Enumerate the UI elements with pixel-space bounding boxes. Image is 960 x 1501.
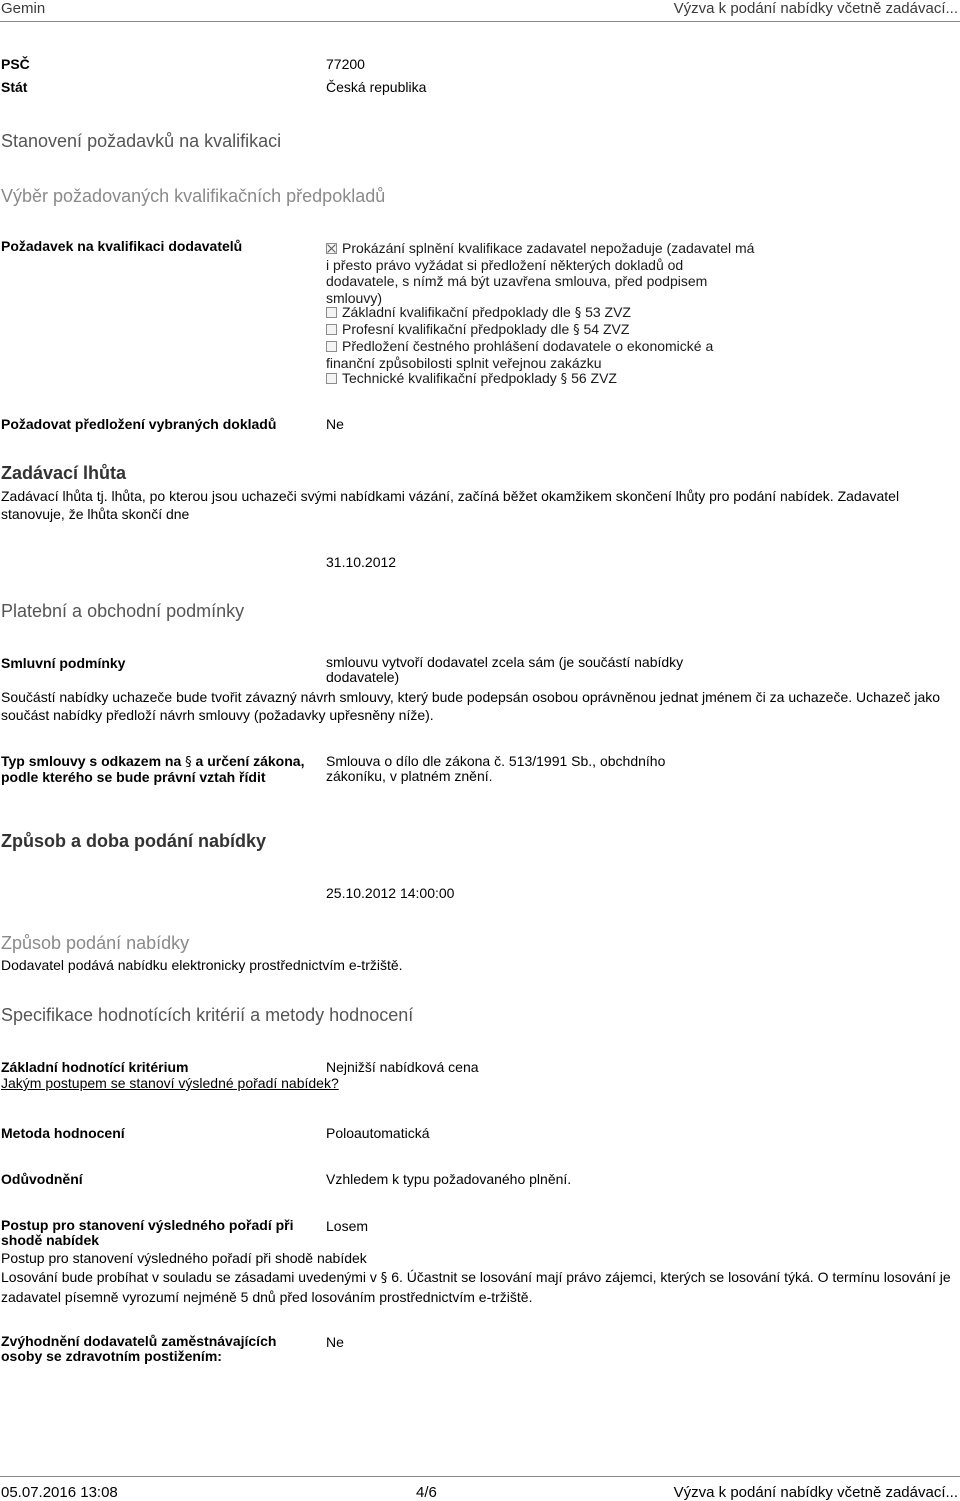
documents-label: Požadovat předložení vybraných dokladů [1,416,277,432]
header-title: Výzva k podání nabídky včetně zadávací... [673,0,958,17]
requirement-label: Požadavek na kvalifikaci dodavatelů [1,238,243,254]
section-sign: § [574,306,582,321]
tie-label: Postup pro stanovení výsledného pořadí při shodě nabídek [1,1217,294,1248]
qualification-option: Profesní kvalifikační předpoklady dle § 54 ZVZ [326,321,756,340]
footer-divider [0,1476,960,1477]
contract-type-value: Smlouva o dílo dle zákona č. 513/1991 Sb., obchdního zákoníku, v platném znění. [326,753,666,784]
header-left: Gemin [1,0,46,17]
section-sign: § [380,1271,388,1286]
method-label: Metoda hodnocení [1,1125,125,1141]
documents-value: Ne [326,416,344,432]
deadline-heading: Zadávací lhůta [1,463,127,483]
favor-value: Ne [326,1334,344,1350]
checkbox-checked-icon [326,243,337,254]
psc-label: PSČ [1,56,30,72]
header-divider [0,21,960,22]
footer-title: Výzva k podání nabídky včetně zadávací... [673,1484,958,1501]
method-value: Poloautomatická [326,1125,430,1141]
deadline-text: Zadávací lhůta tj. lhůta, po kterou jsou uchazeči svými nabídkami vázání, začíná běžet okamžikem skončení lhůty pro podání nabídek. Zadavatel stanovuje, že lhůta skončí dne [1,488,900,522]
qualification-option: Základní kvalifikační předpoklady dle § 53 ZVZ [326,304,756,323]
basic-criterion-value: Nejnižší nabídková cena [326,1059,479,1075]
qualification-heading: Stanovení požadavků na kvalifikaci [1,131,282,151]
tie-text: Losování bude probíhat v souladu se zásadami uvedenými v § 6. Účastnit se losování mají právo zájemci, kterých se losování týká. O termínu losování je zadavatel písemně vyrozumí nejméně 5 dnů před losováním prostřednictvím e-tržiště. [1,1269,951,1305]
submission-heading: Způsob a doba podání nabídky [1,831,267,851]
stat-value: Česká republika [326,79,427,95]
submission-method-text: Dodavatel podává nabídku elektronicky prostřednictvím e-tržiště. [1,957,403,973]
criteria-heading: Specifikace hodnotících kritérií a metody hodnocení [1,1005,414,1025]
footer-page: 4/6 [416,1484,437,1501]
checkbox-empty-icon [326,373,337,384]
basic-criterion-label: Základní hodnotící kritérium [1,1059,189,1075]
reason-label: Odůvodnění [1,1171,83,1187]
deadline-date: 31.10.2012 [326,554,397,570]
contract-type-label: Typ smlouvy s odkazem na § a určení zákona, podle kterého se bude právní vztah řídit [1,753,305,785]
footer-date: 05.07.2016 13:08 [1,1484,118,1501]
section-sign: § [185,755,192,770]
submission-method-heading: Způsob podání nabídky [1,933,190,953]
tie-value: Losem [326,1218,369,1234]
order-question: Jakým postupem se stanoví výsledné pořadí nabídek? [1,1075,339,1091]
qualification-option: Prokázání splnění kvalifikace zadavatel nepožaduje (zadavatel má i přesto právo vyžádat si předložení některých dokladů od dodavatele, s nímž má být uzavřena smlouva, před podpisem smlouvy) [326,240,755,306]
contract-value: smlouvu vytvoří dodavatel zcela sám (je součástí nabídky dodavatele) [326,654,684,685]
section-sign: § [573,323,580,338]
qualification-subheading: Výběr požadovaných kvalifikačních předpokladů [1,186,386,206]
favor-label: Zvýhodnění dodavatelů zaměstnávajících osoby se zdravotním postižením: [1,1333,277,1364]
payment-heading: Platební a obchodní podmínky [1,601,245,621]
stat-label: Stát [1,79,28,95]
checkbox-empty-icon [326,307,337,318]
qualification-option: Technické kvalifikační předpoklady § 56 ZVZ [326,370,756,389]
section-sign: § [560,372,568,387]
checkbox-empty-icon [326,341,337,352]
checkbox-empty-icon [326,324,337,335]
tie-title: Postup pro stanovení výsledného pořadí při shodě nabídek [1,1250,367,1266]
qualification-option: Předložení čestného prohlášení dodavatele o ekonomické a finanční způsobilosti splnit veřejnou zakázku [326,338,714,371]
psc-value: 77200 [326,56,365,72]
contract-label: Smluvní podmínky [1,655,126,671]
submission-datetime: 25.10.2012 14:00:00 [326,885,455,901]
reason-value: Vzhledem k typu požadovaného plnění. [326,1171,572,1187]
contract-note: Součástí nabídky uchazeče bude tvořit závazný návrh smlouvy, který bude podepsán osobou oprávněnou jednat jménem či za uchazeče. Uchazeč jako součást nabídky předloží návrh smlouvy (požadavky upřesněny níže). [1,689,941,723]
